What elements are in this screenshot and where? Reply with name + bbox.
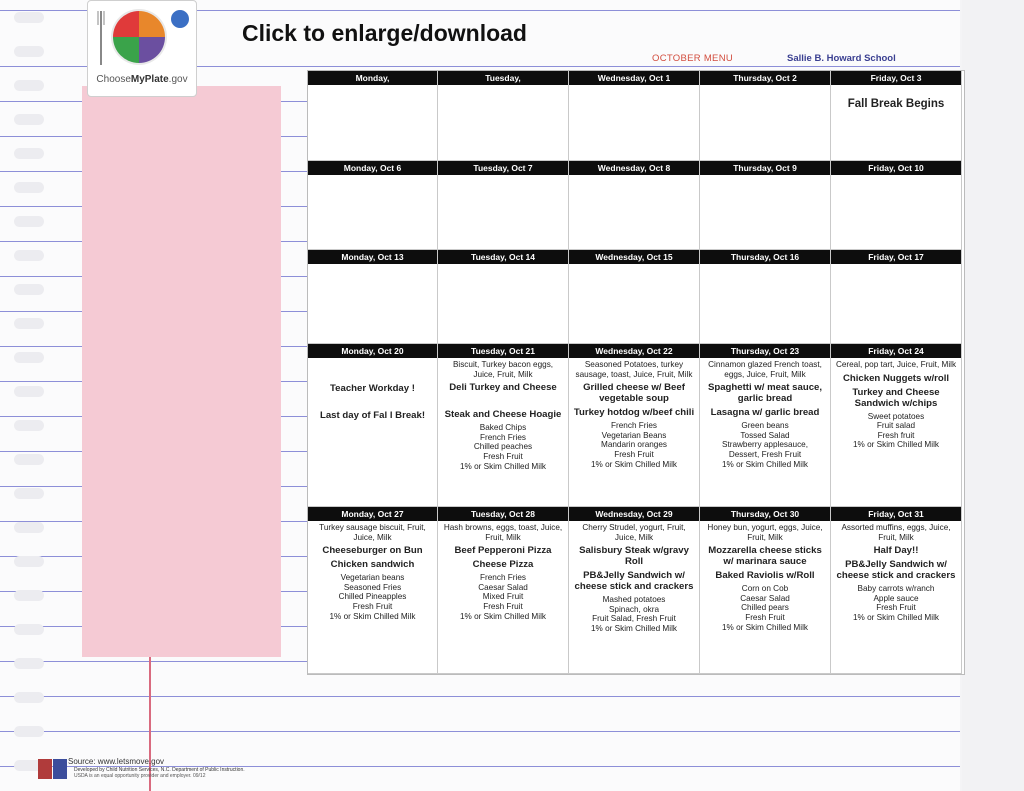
binder-hole — [14, 624, 44, 635]
menu-entree: Turkey hotdog w/beef chili — [573, 407, 695, 419]
binder-hole — [14, 352, 44, 363]
menu-entree: Baked Raviolis w/Roll — [715, 570, 815, 582]
day-header: Tuesday, Oct 7 — [438, 161, 568, 175]
menu-line: Spinach, okra — [608, 604, 660, 614]
day-header: Monday, Oct 13 — [308, 250, 437, 264]
binder-holes — [14, 0, 48, 791]
right-strip — [962, 0, 1024, 791]
menu-entree: Cheese Pizza — [472, 559, 534, 571]
day-menu — [571, 87, 697, 158]
day-cell — [569, 161, 700, 250]
menu-line: Fresh Fruit — [745, 612, 785, 622]
day-cell — [831, 161, 962, 250]
menu-entree: Last day of Fal l Break! — [319, 410, 426, 421]
day-menu — [833, 97, 959, 158]
day-cell — [438, 71, 569, 161]
menu-entree: Chicken Nuggets w/roll — [842, 372, 950, 384]
spacer — [310, 370, 435, 380]
menu-line: Caesar Salad — [478, 582, 528, 592]
binder-hole — [14, 726, 44, 737]
day-menu — [310, 177, 435, 247]
menu-entree: Chicken sandwich — [330, 559, 415, 571]
menu-title: OCTOBER MENU — [652, 53, 734, 64]
menu-line: Vegetarian Beans — [601, 430, 667, 440]
day-header: Wednesday, Oct 29 — [569, 507, 699, 521]
menu-entree: Teacher Workday ! — [330, 383, 415, 394]
binder-hole — [14, 522, 44, 533]
day-cell — [438, 344, 569, 507]
dpi-logo-icon — [38, 759, 52, 779]
menu-line: Seasoned Potatoes, turkey — [584, 360, 684, 369]
menu-line: Hash browns, eggs, toast, Juice, — [443, 523, 563, 532]
menu-entree: Fall Break Begins — [847, 98, 945, 110]
day-menu — [310, 360, 435, 504]
day-menu — [833, 266, 959, 341]
menu-line: Mixed Fruit — [482, 592, 524, 602]
day-header: Monday, Oct 6 — [308, 161, 437, 175]
menu-line: Seasoned Fries — [343, 582, 402, 592]
menu-line: Baby carrots w/ranch — [857, 584, 935, 594]
day-cell — [308, 507, 438, 674]
menu-entree: PB&Jelly Sandwich w/ cheese stick and crackers — [574, 570, 694, 593]
day-cell — [308, 161, 438, 250]
day-menu — [702, 360, 828, 504]
day-header: Thursday, Oct 2 — [700, 71, 830, 85]
day-cell — [569, 71, 700, 161]
menu-entree: Turkey and Cheese Sandwich w/chips — [852, 386, 940, 409]
day-cell — [438, 161, 569, 250]
day-menu — [571, 523, 697, 671]
binder-hole — [14, 46, 44, 57]
binder-hole — [14, 12, 44, 23]
binder-hole — [14, 556, 44, 567]
menu-line: Fresh Fruit — [352, 601, 393, 611]
binder-hole — [14, 488, 44, 499]
day-header: Friday, Oct 17 — [831, 250, 961, 264]
side-panel — [82, 86, 281, 657]
enlarge-download-link[interactable]: Click to enlarge/download — [242, 20, 527, 46]
binder-hole — [14, 692, 44, 703]
day-cell — [308, 71, 438, 161]
day-header: Wednesday, Oct 22 — [569, 344, 699, 358]
menu-line: Sweet potatoes — [867, 411, 925, 421]
day-header: Tuesday, Oct 28 — [438, 507, 568, 521]
day-header: Thursday, Oct 16 — [700, 250, 830, 264]
menu-line: Turkey sausage biscuit, Fruit, — [319, 523, 426, 532]
menu-entree: Lasagna w/ garlic bread — [710, 407, 820, 419]
day-menu — [702, 523, 828, 671]
binder-hole — [14, 250, 44, 261]
binder-hole — [14, 386, 44, 397]
menu-line: Fruit, Milk — [485, 532, 521, 542]
menu-line: Chilled pears — [741, 603, 789, 613]
day-cell — [831, 71, 962, 161]
binder-hole — [14, 148, 44, 159]
menu-line: French Fries — [480, 573, 526, 583]
menu-line: Mashed potatoes — [602, 595, 666, 605]
menu-line: Fruit salad — [876, 421, 916, 431]
menu-calendar — [307, 70, 965, 675]
menu-line: 1% or Skim Chilled Milk — [722, 459, 808, 469]
day-header: Tuesday, — [438, 71, 568, 85]
menu-line: Fresh Fruit — [483, 451, 523, 461]
menu-line: 1% or Skim Chilled Milk — [853, 612, 939, 622]
day-cell — [569, 507, 700, 674]
menu-entree: Steak and Cheese Hoagie — [444, 409, 562, 421]
day-header: Thursday, Oct 9 — [700, 161, 830, 175]
menu-entree: Mozzarella cheese sticks w/ marinara sauce — [708, 545, 822, 568]
menu-line: Fresh fruit — [877, 430, 915, 440]
binder-hole — [14, 216, 44, 227]
day-cell — [831, 507, 962, 674]
menu-line: Fresh Fruit — [614, 449, 654, 459]
menu-line: Juice, Milk — [353, 532, 392, 542]
menu-line: 1% or Skim Chilled Milk — [722, 622, 808, 632]
menu-entree: Salisbury Steak w/gravy Roll — [579, 545, 689, 568]
spacer — [440, 396, 566, 406]
menu-line: Fruit Salad, Fresh Fruit — [592, 614, 676, 624]
myplate-wordmark: ChooseMyPlate.gov — [96, 74, 188, 85]
menu-line: eggs, Juice, Fruit, Milk — [724, 369, 806, 379]
menu-line: Juice, Fruit, Milk — [473, 369, 533, 379]
menu-line: French Fries — [611, 421, 657, 431]
menu-line: 1% or Skim Chilled Milk — [460, 611, 546, 621]
day-header: Friday, Oct 10 — [831, 161, 961, 175]
menu-line: 1% or Skim Chilled Milk — [329, 611, 416, 621]
day-cell — [700, 71, 831, 161]
menu-entree: Half Day!! — [873, 545, 919, 557]
menu-entree: PB&Jelly Sandwich w/ cheese stick and crackers — [836, 559, 956, 582]
menu-line: Apple sauce — [873, 593, 919, 603]
menu-entree: Cheeseburger on Bun — [322, 545, 423, 557]
footer-usda: USDA is an equal opportunity provider and employer. 09/12 — [74, 773, 206, 779]
day-menu — [440, 87, 566, 158]
footer-source: Source: www.letsmove.gov — [68, 757, 165, 766]
day-cell — [700, 344, 831, 507]
menu-line: Mandarin oranges — [601, 440, 667, 450]
menu-line: Vegetarian beans — [340, 573, 405, 583]
footer — [38, 757, 248, 789]
menu-line: Biscuit, Turkey bacon eggs, — [452, 360, 554, 369]
binder-hole — [14, 420, 44, 431]
binder-hole — [14, 454, 44, 465]
day-menu — [440, 360, 566, 504]
day-cell — [308, 250, 438, 344]
day-menu — [571, 360, 697, 504]
myplate-icon — [92, 3, 192, 73]
day-header: Thursday, Oct 23 — [700, 344, 830, 358]
menu-line: Cinnamon glazed French toast, — [708, 360, 822, 369]
day-cell — [438, 250, 569, 344]
menu-line: Cherry Strudel, yogurt, Fruit, — [582, 523, 686, 532]
menu-line: Fruit, Milk — [878, 532, 914, 542]
menu-line: 1% or Skim Chilled Milk — [591, 623, 677, 633]
menu-entree: Deli Turkey and Cheese — [449, 382, 557, 394]
menu-line: Cereal, pop tart, Juice, Fruit, Milk — [835, 360, 957, 369]
menu-entree: Grilled cheese w/ Beef vegetable soup — [583, 382, 685, 405]
day-header: Wednesday, Oct 15 — [569, 250, 699, 264]
menu-entree: Beef Pepperoni Pizza — [454, 545, 552, 557]
binder-hole — [14, 318, 44, 329]
day-cell — [831, 250, 962, 344]
spacer — [310, 397, 435, 407]
day-menu — [571, 266, 697, 341]
day-menu — [833, 177, 959, 247]
menu-line: Fresh Fruit — [876, 603, 916, 613]
day-header: Friday, Oct 24 — [831, 344, 961, 358]
cns-logo-icon — [53, 759, 67, 779]
menu-line: 1% or Skim Chilled Milk — [853, 440, 939, 450]
spacer — [310, 360, 435, 370]
day-menu — [702, 177, 828, 247]
day-header: Friday, Oct 31 — [831, 507, 961, 521]
myplate-logo[interactable] — [87, 0, 197, 97]
day-menu — [310, 87, 435, 158]
day-cell — [438, 507, 569, 674]
day-header: Thursday, Oct 30 — [700, 507, 830, 521]
day-cell — [831, 344, 962, 507]
menu-line: Caesar Salad — [740, 593, 790, 603]
menu-line: Honey bun, yogurt, eggs, Juice, — [707, 523, 823, 532]
binder-hole — [14, 658, 44, 669]
day-cell — [308, 344, 438, 507]
day-menu — [702, 266, 828, 341]
day-menu — [833, 360, 959, 504]
day-menu — [440, 177, 566, 247]
day-header: Tuesday, Oct 21 — [438, 344, 568, 358]
binder-hole — [14, 114, 44, 125]
menu-line: Strawberry applesauce, — [721, 440, 808, 450]
menu-line: Tossed Salad — [740, 430, 790, 440]
menu-line: sausage, toast, Juice, Fruit, Milk — [575, 369, 693, 379]
day-cell — [700, 250, 831, 344]
day-menu — [310, 523, 435, 671]
menu-line: Baked Chips — [479, 423, 527, 433]
menu-entree: Spaghetti w/ meat sauce, garlic bread — [707, 382, 823, 405]
day-menu — [440, 523, 566, 671]
binder-hole — [14, 182, 44, 193]
day-header: Tuesday, Oct 14 — [438, 250, 568, 264]
day-cell — [700, 161, 831, 250]
school-name: Sallie B. Howard School — [787, 53, 896, 64]
day-cell — [569, 344, 700, 507]
menu-line: Chilled peaches — [473, 442, 533, 452]
day-menu — [440, 266, 566, 341]
day-menu — [310, 266, 435, 341]
day-header: Monday, — [308, 71, 437, 85]
menu-line: Green beans — [741, 421, 789, 431]
day-menu — [702, 87, 828, 158]
binder-hole — [14, 80, 44, 91]
menu-line: Corn on Cob — [741, 584, 789, 594]
menu-line: Chilled Pineapples — [338, 592, 407, 602]
day-header: Monday, Oct 20 — [308, 344, 437, 358]
day-header: Wednesday, Oct 1 — [569, 71, 699, 85]
day-header: Monday, Oct 27 — [308, 507, 437, 521]
menu-line: 1% or Skim Chilled Milk — [591, 459, 677, 469]
binder-hole — [14, 590, 44, 601]
menu-line: Juice, Milk — [614, 532, 654, 542]
day-cell — [569, 250, 700, 344]
day-menu — [571, 177, 697, 247]
day-menu — [833, 523, 959, 671]
day-header: Wednesday, Oct 8 — [569, 161, 699, 175]
menu-line: Assorted muffins, eggs, Juice, — [841, 523, 951, 532]
menu-line: 1% or Skim Chilled Milk — [460, 461, 546, 471]
binder-hole — [14, 284, 44, 295]
day-cell — [700, 507, 831, 674]
menu-line: Fruit, Milk — [747, 532, 783, 542]
menu-line: French Fries — [480, 432, 526, 442]
footer-credit: Developed by Child Nutrition Services, N.C. Department of Public Instruction. — [74, 767, 245, 773]
menu-line: Fresh Fruit — [483, 601, 523, 611]
day-header: Friday, Oct 3 — [831, 71, 961, 85]
menu-line: Dessert, Fresh Fruit — [728, 449, 802, 459]
